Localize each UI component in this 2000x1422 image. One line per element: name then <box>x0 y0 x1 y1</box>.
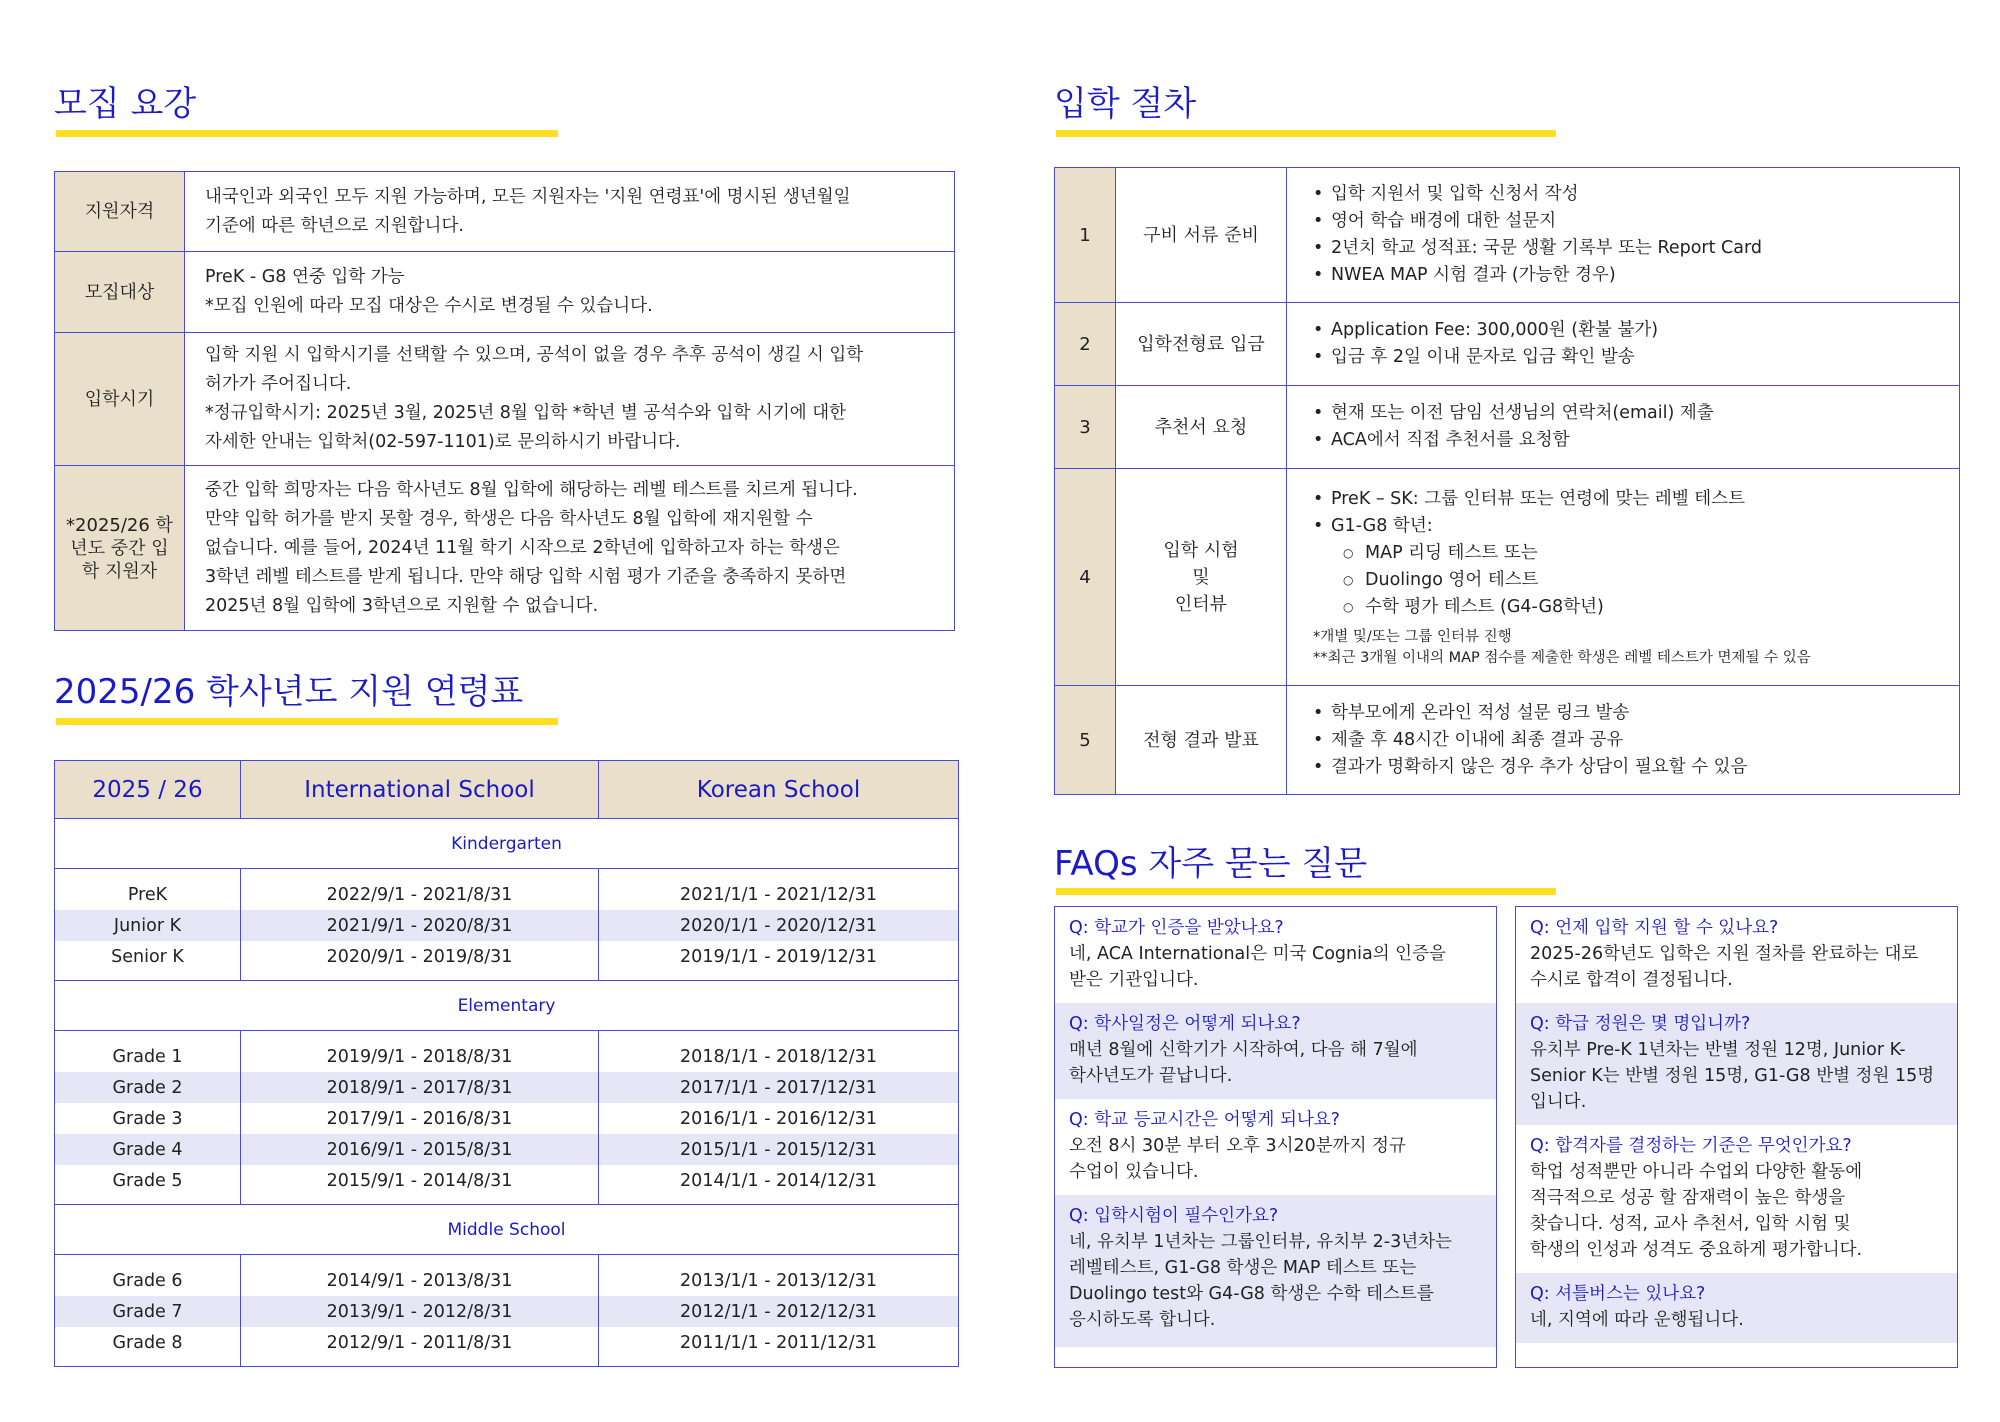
step-bullets <box>1313 400 1941 454</box>
table-row <box>55 910 959 941</box>
faq-answer-line: 학업 성적뿐만 아니라 수업외 다양한 활동에 <box>1530 1162 1863 1182</box>
age-header-korean: Korean School <box>599 761 959 819</box>
recruit-line: 3학년 레벨 테스트를 받게 됩니다. 만약 해당 입학 시험 평가 기준을 충족하지 못하면 <box>205 566 847 587</box>
step-name: 구비 서류 준비 <box>1116 168 1287 303</box>
recruit-line: *정규입학시기: 2025년 3월, 2025년 8월 입학 *학년 별 공석수와 입학 시기에 대한 <box>205 403 847 423</box>
faq-question: Q: 합격자를 결정하는 기준은 무엇인가요? <box>1530 1136 1852 1156</box>
grade-cell: Grade 7 <box>55 1296 241 1327</box>
step-name-line: 입학 시험 <box>1163 539 1239 561</box>
recruit-line: 허가가 주어집니다. <box>205 374 352 394</box>
faq-left-column <box>1054 906 1497 1368</box>
recruit-line: 입학 지원 시 입학시기를 선택할 수 있으며, 공석이 없을 경우 추후 공석이 생길 시 입학 <box>205 345 864 365</box>
step-bullets <box>1313 700 1941 781</box>
table-row <box>55 1165 959 1205</box>
faq-answer-line: 수업이 있습니다. <box>1069 1162 1199 1182</box>
recruit-row-midyear <box>55 466 955 631</box>
procedure-step-2 <box>1055 303 1960 386</box>
international-date-cell: 2012/9/1 - 2011/8/31 <box>241 1327 599 1367</box>
list-item: • 학부모에게 온라인 적성 설문 링크 발송 <box>1313 700 1941 727</box>
international-date-cell: 2019/9/1 - 2018/8/31 <box>241 1031 599 1073</box>
recruit-line: 내국인과 외국인 모두 지원 가능하며, 모든 지원자는 '지원 연령표'에 명시된 생년월일 <box>205 186 851 207</box>
faq-question: Q: 셔틀버스는 있나요? <box>1530 1284 1706 1304</box>
list-item: • 영어 학습 배경에 대한 설문지 <box>1313 208 1941 235</box>
step-number: 4 <box>1055 469 1116 686</box>
recruit-label: 입학시기 <box>55 333 185 466</box>
grade-cell: Senior K <box>55 941 241 981</box>
faq-answer-line: 찾습니다. 성적, 교사 추천서, 입학 시험 및 <box>1530 1214 1851 1234</box>
age-table-title: 2025/26 학사년도 지원 연령표 <box>54 672 524 712</box>
age-header-year: 2025 / 26 <box>55 761 241 819</box>
step-name-line: 인터뷰 <box>1174 593 1228 615</box>
recruit-row-timing <box>55 333 955 466</box>
faq-question: Q: 언제 입학 지원 할 수 있나요? <box>1530 918 1779 938</box>
table-row <box>55 1031 959 1073</box>
step-detail <box>1287 469 1960 686</box>
list-item: • 제출 후 48시간 이내에 최종 결과 공유 <box>1313 727 1941 754</box>
table-row <box>55 1072 959 1103</box>
procedure-table <box>1054 167 1960 795</box>
faq-question: Q: 학교가 인증을 받았나요? <box>1069 918 1284 938</box>
faq-answer-line: 입니다. <box>1530 1092 1587 1112</box>
procedure-step-3 <box>1055 386 1960 469</box>
procedure-step-1 <box>1055 168 1960 303</box>
age-table <box>54 760 959 1367</box>
step-name-line: 및 <box>1192 566 1210 588</box>
faq-question: Q: 학사일정은 어떻게 되나요? <box>1069 1014 1301 1034</box>
step-number: 2 <box>1055 303 1116 386</box>
faq-answer-line: 오전 8시 30분 부터 오후 3시20분까지 정규 <box>1069 1136 1406 1156</box>
recruit-title: 모집 요강 <box>54 84 197 124</box>
faq-question: Q: 학급 정원은 몇 명입니까? <box>1530 1014 1751 1034</box>
step-name: 추천서 요청 <box>1116 386 1287 469</box>
grade-cell: Grade 5 <box>55 1165 241 1205</box>
grade-cell: Grade 1 <box>55 1031 241 1073</box>
table-row <box>55 1134 959 1165</box>
international-date-cell: 2017/9/1 - 2016/8/31 <box>241 1103 599 1134</box>
recruit-line: 자세한 안내는 입학처(02-597-1101)로 문의하시기 바랍니다. <box>205 432 681 452</box>
faq-answer-line: 2025-26학년도 입학은 지원 절차를 완료하는 대로 <box>1530 944 1919 964</box>
procedure-title: 입학 절차 <box>1054 84 1197 124</box>
recruit-line: PreK - G8 연중 입학 가능 <box>205 267 405 287</box>
faq-item <box>1055 907 1496 1003</box>
procedure-title-underline <box>1056 130 1556 137</box>
age-group-kindergarten: Kindergarten <box>55 819 959 869</box>
faq-answer-line: 적극적으로 성공 할 잠재력이 높은 학생을 <box>1530 1188 1846 1208</box>
faq-answer-line: 학생의 인성과 성격도 중요하게 평가합니다. <box>1530 1240 1863 1260</box>
step-bullets <box>1313 317 1941 371</box>
korean-date-cell: 2019/1/1 - 2019/12/31 <box>599 941 959 981</box>
recruit-title-underline <box>56 130 558 137</box>
grade-cell: Grade 4 <box>55 1134 241 1165</box>
international-date-cell: 2022/9/1 - 2021/8/31 <box>241 869 599 911</box>
faq-answer-line: 네, 지역에 따라 운행됩니다. <box>1530 1310 1744 1330</box>
table-row <box>55 869 959 911</box>
grade-cell: Grade 6 <box>55 1255 241 1297</box>
faq-title-underline <box>1056 888 1556 895</box>
age-group-middle-school: Middle School <box>55 1205 959 1255</box>
korean-date-cell: 2014/1/1 - 2014/12/31 <box>599 1165 959 1205</box>
faq-answer-line: 네, 유치부 1년차는 그룹인터뷰, 유치부 2-3년차는 <box>1069 1232 1452 1252</box>
step-name: 전형 결과 발표 <box>1116 686 1287 795</box>
recruit-row-target <box>55 252 955 333</box>
table-row <box>55 1255 959 1297</box>
grade-cell: Grade 3 <box>55 1103 241 1134</box>
recruit-line: 2025년 8월 입학에 3학년으로 지원할 수 없습니다. <box>205 595 599 616</box>
faq-answer-line: 응시하도록 합니다. <box>1069 1310 1216 1330</box>
step-name: 입학전형료 입금 <box>1116 303 1287 386</box>
korean-date-cell: 2012/1/1 - 2012/12/31 <box>599 1296 959 1327</box>
faq-item <box>1055 1195 1496 1347</box>
list-item: • 결과가 명확하지 않은 경우 추가 상담이 필요할 수 있음 <box>1313 754 1941 781</box>
faq-answer-line: Senior K는 반별 정원 15명, G1-G8 반별 정원 15명 <box>1530 1066 1935 1086</box>
grade-cell: Grade 8 <box>55 1327 241 1367</box>
korean-date-cell: 2015/1/1 - 2015/12/31 <box>599 1134 959 1165</box>
faq-question: Q: 입학시험이 필수인가요? <box>1069 1206 1279 1226</box>
list-item: • PreK – SK: 그룹 인터뷰 또는 연령에 맞는 레벨 테스트 <box>1313 486 1941 513</box>
recruit-content <box>185 333 955 466</box>
faq-item <box>1055 1003 1496 1099</box>
recruit-label: 지원자격 <box>55 172 185 252</box>
list-item: • ACA에서 직접 추천서를 요청함 <box>1313 427 1941 454</box>
recruit-label: 모집대상 <box>55 252 185 333</box>
international-date-cell: 2014/9/1 - 2013/8/31 <box>241 1255 599 1297</box>
faq-item <box>1516 907 1957 1003</box>
sub-list-item: ○ MAP 리딩 테스트 또는 <box>1313 540 1941 567</box>
grade-cell: Grade 2 <box>55 1072 241 1103</box>
procedure-step-5 <box>1055 686 1960 795</box>
faq-title: FAQs 자주 묻는 질문 <box>1054 844 1368 884</box>
step-note: *개별 및/또는 그룹 인터뷰 진행 <box>1313 628 1512 645</box>
grade-cell: PreK <box>55 869 241 911</box>
list-item: • G1-G8 학년: <box>1313 513 1941 540</box>
step-number: 1 <box>1055 168 1116 303</box>
korean-date-cell: 2016/1/1 - 2016/12/31 <box>599 1103 959 1134</box>
step-note: **최근 3개월 이내의 MAP 점수를 제출한 학생은 레벨 테스트가 면제될 수 있음 <box>1313 649 1811 666</box>
age-header-international: International School <box>241 761 599 819</box>
faq-answer-line: 네, ACA International은 미국 Cognia의 인증을 <box>1069 944 1446 964</box>
korean-date-cell: 2021/1/1 - 2021/12/31 <box>599 869 959 911</box>
faq-answer-line: Duolingo test와 G4-G8 학생은 수학 테스트를 <box>1069 1284 1434 1304</box>
faq-answer <box>1530 1037 1943 1115</box>
korean-date-cell: 2020/1/1 - 2020/12/31 <box>599 910 959 941</box>
age-table-title-underline <box>56 718 558 725</box>
international-date-cell: 2020/9/1 - 2019/8/31 <box>241 941 599 981</box>
recruit-content <box>185 252 955 333</box>
international-date-cell: 2021/9/1 - 2020/8/31 <box>241 910 599 941</box>
recruit-table <box>54 171 955 631</box>
list-item: • NWEA MAP 시험 결과 (가능한 경우) <box>1313 262 1941 289</box>
age-table-header <box>55 761 959 819</box>
korean-date-cell: 2011/1/1 - 2011/12/31 <box>599 1327 959 1367</box>
table-row <box>55 1327 959 1367</box>
recruit-line: *모집 인원에 따라 모집 대상은 수시로 변경될 수 있습니다. <box>205 296 653 316</box>
faq-answer-line: 학사년도가 끝납니다. <box>1069 1066 1233 1086</box>
faq-item <box>1516 1273 1957 1343</box>
recruit-line: 중간 입학 희망자는 다음 학사년도 8월 입학에 해당하는 레벨 테스트를 치르게 됩니다. <box>205 479 858 500</box>
step-name <box>1116 469 1287 686</box>
step-detail <box>1287 303 1960 386</box>
step-detail <box>1287 168 1960 303</box>
step-detail <box>1287 686 1960 795</box>
recruit-content <box>185 172 955 252</box>
faq-answer <box>1530 1159 1943 1263</box>
faq-answer <box>1069 941 1482 993</box>
faq-answer-line: 매년 8월에 신학기가 시작하여, 다음 해 7월에 <box>1069 1040 1418 1060</box>
recruit-row-eligibility <box>55 172 955 252</box>
faq-answer-line: 수시로 합격이 결정됩니다. <box>1530 970 1733 990</box>
faq-answer-line: 레벨테스트, G1-G8 학생은 MAP 테스트 또는 <box>1069 1258 1417 1278</box>
faq-answer <box>1069 1133 1482 1185</box>
table-row <box>55 941 959 981</box>
faq-answer-line: 받은 기관입니다. <box>1069 970 1199 990</box>
faq-question: Q: 학교 등교시간은 어떻게 되나요? <box>1069 1110 1340 1130</box>
list-item: • 입금 후 2일 이내 문자로 입금 확인 발송 <box>1313 344 1941 371</box>
korean-date-cell: 2013/1/1 - 2013/12/31 <box>599 1255 959 1297</box>
international-date-cell: 2015/9/1 - 2014/8/31 <box>241 1165 599 1205</box>
sub-list-item: ○ 수학 평가 테스트 (G4-G8학년) <box>1313 594 1941 621</box>
sub-list-item: ○ Duolingo 영어 테스트 <box>1313 567 1941 594</box>
international-date-cell: 2013/9/1 - 2012/8/31 <box>241 1296 599 1327</box>
table-row <box>55 1103 959 1134</box>
recruit-label: *2025/26 학년도 중간 입학 지원자 <box>55 466 185 631</box>
faq-answer <box>1069 1229 1482 1333</box>
table-row <box>55 1296 959 1327</box>
recruit-line: 만약 입학 허가를 받지 못할 경우, 학생은 다음 학사년도 8월 입학에 재지원할 수 <box>205 508 813 529</box>
faq-answer <box>1069 1037 1482 1089</box>
faq-answer-line: 유치부 Pre-K 1년차는 반별 정원 12명, Junior K- <box>1530 1040 1906 1060</box>
recruit-line: 없습니다. 예를 들어, 2024년 11월 학기 시작으로 2학년에 입학하고자 하는 학생은 <box>205 537 840 558</box>
list-item: • 2년치 학교 성적표: 국문 생활 기록부 또는 Report Card <box>1313 235 1941 262</box>
list-item: • Application Fee: 300,000원 (환불 불가) <box>1313 317 1941 344</box>
korean-date-cell: 2018/1/1 - 2018/12/31 <box>599 1031 959 1073</box>
faq-answer <box>1530 1307 1943 1333</box>
recruit-line: 기준에 따른 학년으로 지원합니다. <box>205 215 464 236</box>
list-item: • 현재 또는 이전 담임 선생님의 연락처(email) 제출 <box>1313 400 1941 427</box>
procedure-step-4 <box>1055 469 1960 686</box>
international-date-cell: 2016/9/1 - 2015/8/31 <box>241 1134 599 1165</box>
faq-answer <box>1530 941 1943 993</box>
faq-item <box>1516 1003 1957 1125</box>
step-bullets <box>1313 486 1941 621</box>
step-bullets <box>1313 181 1941 289</box>
recruit-content <box>185 466 955 631</box>
age-group-elementary: Elementary <box>55 981 959 1031</box>
international-date-cell: 2018/9/1 - 2017/8/31 <box>241 1072 599 1103</box>
faq-item <box>1055 1099 1496 1195</box>
step-detail <box>1287 386 1960 469</box>
grade-cell: Junior K <box>55 910 241 941</box>
faq-right-column <box>1515 906 1958 1368</box>
step-number: 3 <box>1055 386 1116 469</box>
korean-date-cell: 2017/1/1 - 2017/12/31 <box>599 1072 959 1103</box>
list-item: • 입학 지원서 및 입학 신청서 작성 <box>1313 181 1941 208</box>
faq-item <box>1516 1125 1957 1273</box>
step-number: 5 <box>1055 686 1116 795</box>
